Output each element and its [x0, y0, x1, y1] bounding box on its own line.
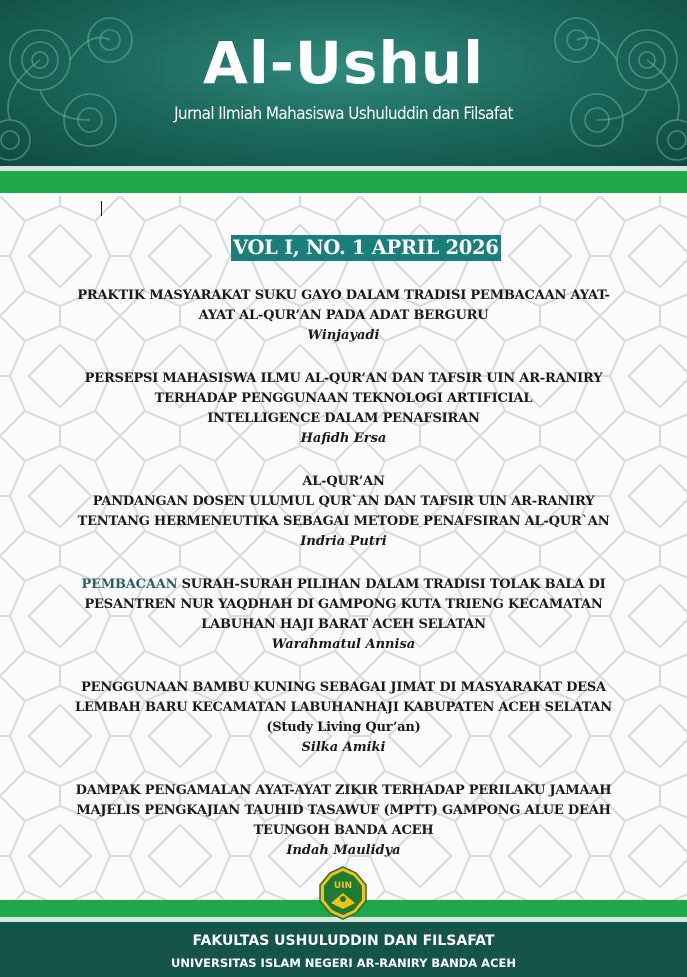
article-title-rest: SURAH-SURAH PILIHAN DALAM TRADISI TOLAK BALA DI	[177, 577, 606, 592]
article-title-line: PESANTREN NUR YAQDHAH DI GAMPONG KUTA TRIENG KECAMATAN	[84, 597, 603, 612]
issue-label: VOL I, NO. 1 APRIL 2026	[233, 236, 499, 259]
article-title-line: INTELLIGENCE DALAM PENAFSIRAN	[207, 411, 480, 426]
article-author: Indria Putri	[300, 534, 387, 549]
article-title-line: LABUHAN HAJI BARAT ACEH SELATAN	[201, 617, 486, 632]
logo-text: UIN	[333, 881, 353, 891]
article-author: Winjayadi	[307, 328, 380, 343]
uin-logo-icon	[316, 865, 370, 921]
article-title-line	[60, 575, 627, 595]
article-title-line: PANDANGAN DOSEN ULUMUL QUR`AN DAN TAFSIR UIN AR-RANIRY	[92, 494, 595, 509]
header-green-band	[0, 171, 687, 193]
article-author: Silka Amiki	[301, 740, 386, 755]
article-entry	[60, 472, 627, 552]
article-title-line: TERHADAP PENGGUNAAN TEKNOLOGI ARTIFICIAL	[154, 391, 533, 406]
article-title-line: TENTANG HERMENEUTIKA SEBAGAI METODE PENAFSIRAN AL-QUR`AN	[77, 514, 610, 529]
article-title-line: LEMBAH BARU KECAMATAN LABUHANHAJI KABUPATEN ACEH SELATAN	[75, 700, 612, 715]
article-author: Indah Maulidya	[286, 843, 401, 858]
article-title-line: MAJELIS PENGKAJIAN TAUHID TASAWUF (MPTT) GAMPONG ALUE DEAH	[76, 803, 611, 818]
article-title-line: AL-QUR’AN	[302, 474, 385, 489]
article-author: Warahmatul Annisa	[271, 637, 416, 652]
journal-title: Al-Ushul	[203, 29, 484, 97]
article-title-line: PRAKTIK MASYARAKAT SUKU GAYO DALAM TRADISI PEMBACAAN AYAT-	[77, 288, 610, 303]
faculty-name: FAKULTAS USHULUDDIN DAN FILSAFAT	[192, 933, 495, 949]
university-name: UNIVERSITAS ISLAM NEGERI AR-RANIRY BANDA ACEH	[170, 956, 516, 970]
article-entry	[60, 286, 627, 346]
cover-header	[0, 0, 687, 168]
article-title-line: DAMPAK PENGAMALAN AYAT-AYAT ZIKIR TERHADAP PERILAKU JAMAAH	[75, 783, 612, 798]
table-of-contents	[60, 286, 627, 884]
article-title-line: PERSEPSI MAHASISWA ILMU AL-QUR’AN DAN TAFSIR UIN AR-RANIRY	[84, 371, 603, 386]
article-title-line: TEUNGOH BANDA ACEH	[253, 823, 434, 838]
journal-subtitle: Jurnal Ilmiah Mahasiswa Ushuluddin dan Filsafat	[174, 104, 513, 123]
article-entry	[60, 369, 627, 449]
article-entry	[60, 575, 627, 655]
article-title-line: AYAT AL-QUR’AN PADA ADAT BERGURU	[198, 308, 489, 323]
text-cursor	[101, 201, 102, 216]
article-author: Hafidh Ersa	[300, 431, 387, 446]
article-entry	[60, 781, 627, 861]
article-entry	[60, 678, 627, 758]
highlighted-word: PEMBACAAN	[81, 577, 178, 592]
article-title-line: PENGGUNAAN BAMBU KUNING SEBAGAI JIMAT DI MASYARAKAT DESA	[81, 680, 606, 695]
article-subtitle-line: (Study Living Qur’an)	[266, 720, 421, 735]
